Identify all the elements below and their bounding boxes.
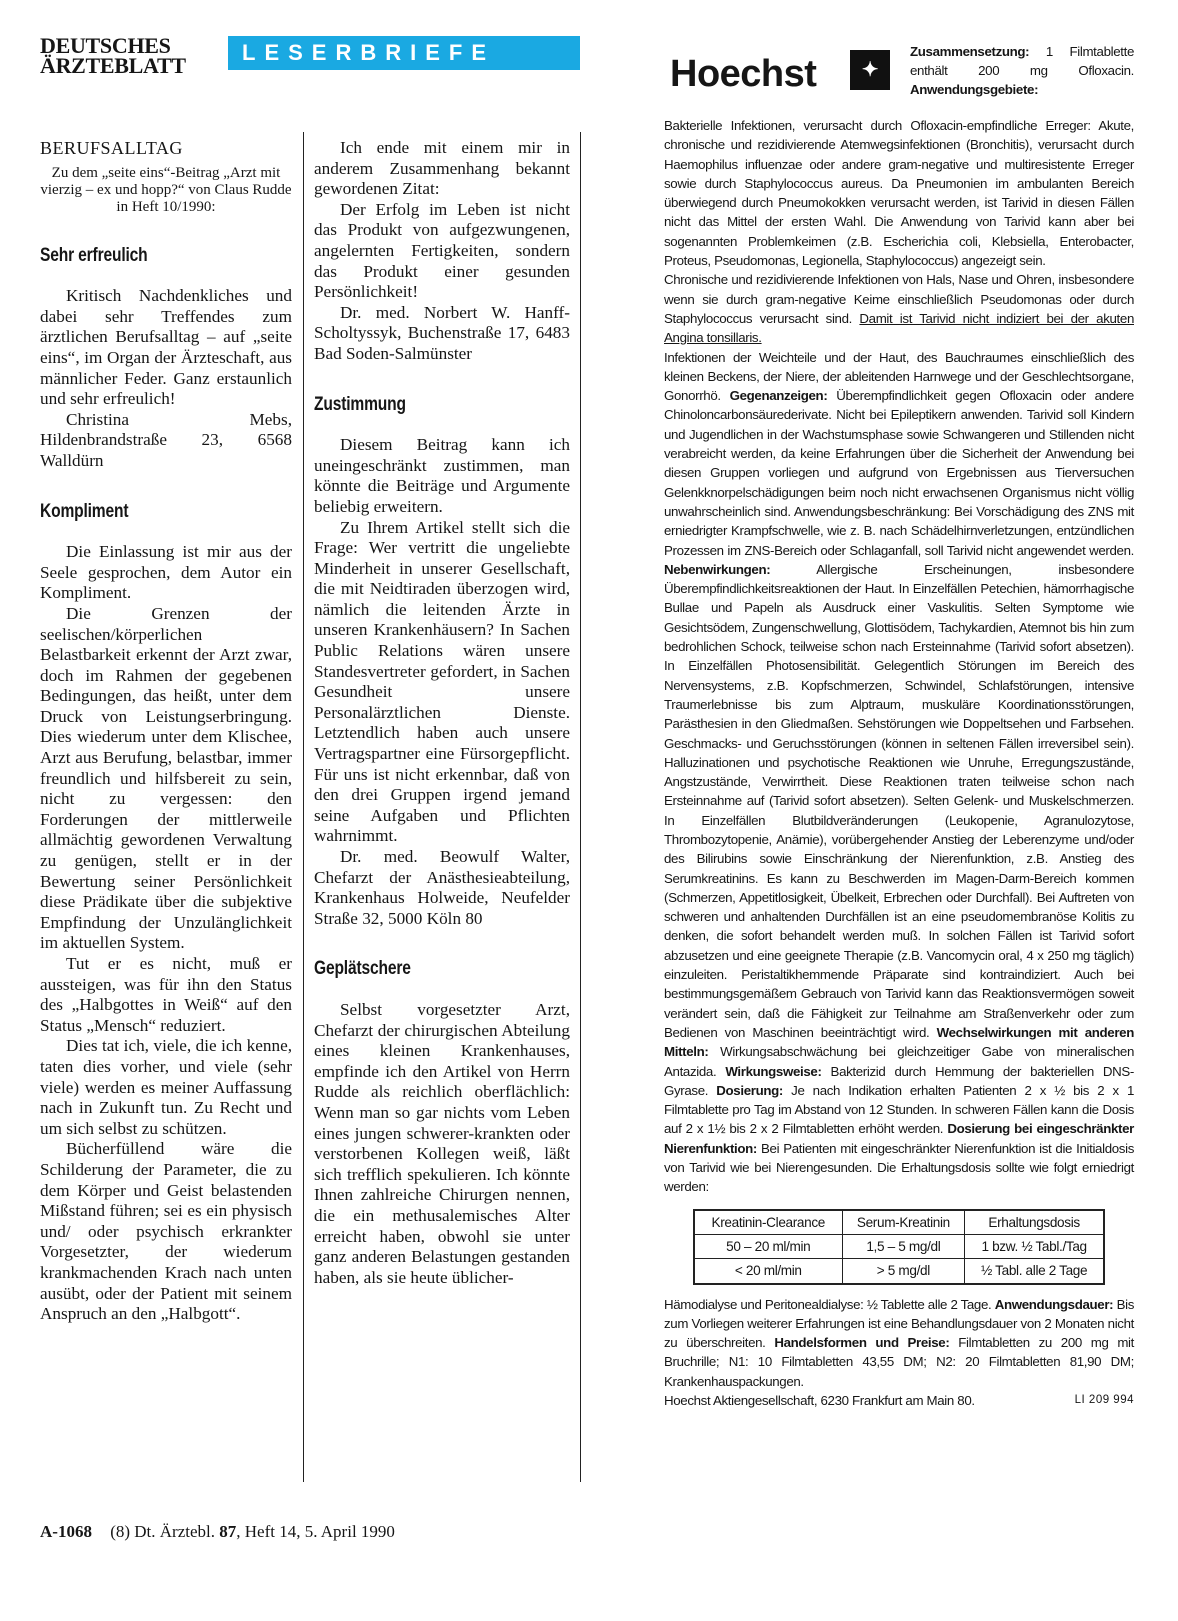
label-dosierung: Dosierung: [716,1082,783,1098]
pharma-advertisement [664,42,1134,1410]
text-dosierung: Je nach Indikation erhalten Patienten 2 x ½ bis 2 x 1 Filmtablette pro Tag im Abstand von 12 Stunden. In schweren Fällen kann die Dosis auf 2 x 1½ bis 2 x 2 Filmtabletten erhöht werden. [664,1082,1134,1137]
table-cell: > 5 mg/dl [842,1259,965,1284]
journal-logo [40,33,210,78]
table-cell: < 20 ml/min [694,1259,842,1284]
table-cell: 1,5 – 5 mg/dl [842,1234,965,1258]
text-handelsformen: Filmtabletten zu 200 mg mit Bruchrille; N1: 10 Filmtabletten 43,55 DM; N2: 20 Filmtabletten 81,90 DM; Krankenhauspackungen. [664,1335,1134,1389]
text-wechselwirkungen: Wirkungsabschwächung bei gleichzeitiger Gabe von mineralischen Antazida. [664,1044,1134,1079]
ad-reference-code: LI 209 994 [1074,1394,1134,1406]
table-header: Serum-Kreatinin [842,1210,965,1235]
letter-heading: Zustimmung [314,393,406,415]
citation-suffix: , Heft 14, 5. April 1990 [236,1522,395,1541]
label-zusammensetzung: Zusammensetzung: [910,44,1030,59]
label-gegenanzeigen: Gegenanzeigen: [729,388,828,404]
text-nebenwirkungen: Allergische Erscheinungen, insbesondere Überempfindlichkeitsreaktionen der Haut. In Einzelfällen Petechien, hämorrhagische Bullae und Papeln als Ausdruck einer Vaskulitis. Selten Symptome wie Gesichtsödem, Zungenschwellung, Glottisödem, Tachykardien, Atemnot bis hin zum bedrohlichen Schock, teilweise schon nach Ersteinnahme (Tarivid sofort absetzen). In Einzelfällen Photosensibilität. Gelegentlich Störungen im Bereich des Nervensystems, z.B. Kopfschmerzen, Schwindel, Schlafstörungen, intensive Traumerlebnisse bis zum Alptraum, muskuläre Koordinationsstörungen, Parästhesien in den Gliedmaßen. Sehstörungen wie Doppeltsehen und Farbsehen. Geschmacks- und Geruchsstörungen (können in seltenen Fällen irreversibel sein). Halluzinationen und psychotische Reaktionen wie Unruhe, Erregungszustände, Angstzustände, Verwirrtheit. Diese Reaktionen traten teilweise schon nach Ersteinnahme auf (Tarivid sofort absetzen). Selten Gelenk- und Muskelschmerzen. In Einzelfällen Blutbildveränderungen (Leukopenie, Agranulozytose, Thrombozytopenie, Anämie), vorübergehender Anstieg der Leberenzyme und/oder des Bilirubins sowie Einschränkung der Nierenfunktion, z.B. Anstieg des Serumkreatinins. Es kann zu Beschwerden im Magen-Darm-Bereich kommen (Schmerzen, Appetitlosigkeit, Übelkeit, Erbrechen oder Durchfall). Bei Auftreten von schweren und anhaltenden Durchfällen ist an eine pseudomembranöse Kolitis zu denken, die sofort behandelt werden muß. In solchen Fällen ist Tarivid sofort abzusetzen und eine geeignete Therapie (z.B. Vancomycin oral, 4 x 250 mg täglich) einzuleiten. Peristaltikhemmende Präparate sind kontraindiziert. Auch bei bestimmungsgemäßem Gebrauch von Tarivid kann das Reaktionsvermögen soweit verändert sein, daß die Fähigkeit zur Teilnahme am Straßenverkehr oder zum Bedienen von Maschinen beeinträchtigt wird. [664,561,1134,1040]
letter-paragraph: Zu Ihrem Artikel stellt sich die Frage: Wer vertritt die ungeliebte Minderheit in unserer Gesellschaft, die mit Neidtiraden überzogen wird, nämlich die leitenden Ärzte in unseren Krankenhäusern? In Sachen Public Relations wären unsere Standesvertreter gefordert, in Sachen Gesundheit unsere Personalärztlichen Dienste. Letztendlich haben auch unsere Vertragspartner eine Fürsorgepflicht. Für uns ist nicht erkennbar, daß von den drei Gruppen irgend jemand seine Aufgaben und Pflichten wahrnimmt. [314,517,570,846]
letter-paragraph: Der Erfolg im Leben ist nicht das Produkt von aufgezwungenen, angelernten Fertigkeiten, sondern das Produkt einer gesunden Persönlichkeit! [314,199,570,302]
letter-signature: Dr. med. Norbert W. Hanff-Scholtyssyk, Buchenstraße 17, 6483 Bad Soden-Salmünster [314,302,570,363]
table-row [694,1259,1104,1284]
letter-paragraph: Die Einlassung ist mir aus der Seele gesprochen, dem Autor ein Kompliment. [40,542,292,603]
ad-paragraph [664,270,1134,347]
column-rule [303,132,304,1482]
text-gegenanzeigen: Überempfindlichkeit gegen Ofloxacin oder andere Chinoloncarbonsäurederivate. Nicht bei Epileptikern anwenden. Tarivid soll Kindern und Jugendlichen in der Wachstumsphase sowie Schwangeren und Stillenden nicht verabreicht werden, da keine Erfahrungen über die Sicherheit der Anwendung bei diesen Gruppen vorliegen und aufgrund von Ergebnissen aus Tierversuchen Gelenkknorpelschädigungen beim noch nicht erwachsenen Organismus nicht völlig unwahrscheinlich sind. Anwendungsbeschränkung: Bei Vorschädigung des ZNS mit erniedrigter Krampfschwelle, wie z. B. nach Schädelhirnverletzungen, entzündlichen Prozessen im ZNS-Bereich oder Schlaganfall, soll Tarivid nicht angewendet werden. [664,388,1134,558]
letter-paragraph: Ich ende mit einem mir in anderem Zusammenhang bekannt gewordenen Zitat: [314,138,570,199]
logo-line-2: ÄRZTEBLATT [40,53,186,78]
letter-paragraph: Tut er es nicht, muß er aussteigen, was für ihn den Status des „Halbgottes in Weiß“ auf den Status „Mensch“ reduziert. [40,954,292,1035]
letter-paragraph: Kritisch Nachdenkliches und dabei sehr Treffendes zum ärztlichen Berufsalltag – auf „seite eins“, im Organ der Ärzteschaft, aus männlicher Feder. Ganz erstaunlich und sehr erfreulich! [40,286,292,409]
hoechst-logo-icon: ✦ [850,50,890,90]
text-dosierung-niere: Bei Patienten mit eingeschränkter Nierenfunktion ist die Initialdosis von Tarivid wie bei Nierengesunden. Die Erhaltungsdosis sollte wie folgt erniedrigt werden: [664,1140,1134,1195]
letters-column-1 [40,138,292,1325]
table-header-row [694,1210,1104,1235]
letter-heading: Kompliment [40,500,129,522]
letters-column-2 [314,138,570,1288]
letter-paragraph: Die Grenzen der seelischen/körperlichen Belastbarkeit erkennt der Arzt zwar, doch im Rahmen der gegebenen Bedingungen, das heißt, unter dem Druck von Leistungserbringung. Dies wiederum unter dem Klischee, Arzt aus Berufung, belastbar, immer freundlich und hilfsbereit zu sein, nicht zu vergessen: den Forderungen der mittlerweile allmächtig gewordenen Verwaltung zu genügen, stellt er in der Bewertung seiner Persönlichkeit diese Prädikate über die subjektive Empfindung der Unzulänglichkeit im aktuellen System. [40,603,292,953]
ad-company-line [664,1391,1134,1410]
letter-heading: Sehr erfreulich [40,244,148,266]
label-handelsformen: Handelsformen und Preise: [774,1335,950,1351]
page-number: A-1068 [40,1522,92,1541]
table-row [694,1234,1104,1258]
text-wirkungsweise: Bakterizid durch Hemmung der bakteriellen DNS-Gyrase. [664,1063,1134,1098]
table-cell: 1 bzw. ½ Tabl./Tag [965,1234,1104,1258]
label-wirkungsweise: Wirkungsweise: [725,1063,822,1079]
ad-header-text [910,42,1134,99]
table-header: Kreatinin-Clearance [694,1210,842,1235]
brand-name: Hoechst [670,53,817,95]
dosage-table [693,1209,1105,1285]
logo-line-1: DEUTSCHES [40,33,171,58]
text-anwendungsgebiete: Bakterielle Infektionen, verursacht durch Ofloxacin-empfindliche Erreger: Akute, chronische und rezidivierende Atemwegsinfektionen (Bronchitis), verursacht durch Haemophilus influenzae oder andere gram-negative und multiresistente Erreger sowie durch Staphylococcus aureus. Da Pneumonien im ambulanten Bereich überwiegend durch Pneumokokken verursacht werden, ist Tarivid in diesen Fällen nicht das Mittel der ersten Wahl. Die Anwendung von Tarivid kann aber bei sogenannten Problemkeimen (z.B. Escherichia coli, Klebsiella, Enterobacter, Proteus, Pseudomonas, Legionella, Staphylococcus) angezeigt sein. [664,118,1134,269]
text-haemodialyse: Hämodialyse und Peritonealdialyse: ½ Tablette alle 2 Tage. [664,1296,995,1312]
ad-paragraph [664,348,1134,1197]
letter-paragraph: Bücherfüllend wäre die Schilderung der Parameter, die zu dem Körper und Geist belastenden Mißstand führen; sei es ein physisch und/ oder psychisch erkrankter Vorgesetzter, der wiederum krankmachenden Krach nach unten ausübt, oder der Patient mit seinem Anspruch an den „Halbgott“. [40,1139,292,1324]
letter-heading: Geplätschere [314,958,411,980]
citation-prefix: (8) Dt. Ärztebl. [110,1522,216,1541]
ad-header [664,42,1134,116]
letter-signature: Christina Mebs, Hildenbrandstraße 23, 6568 Walldürn [40,409,292,470]
letter-paragraph: Selbst vorgesetzter Arzt, Chefarzt der chirurgischen Abteilung eines kleinen Krankenhauses, empfinde ich den Artikel von Herrn Rudde als reichlich oberflächlich: Wenn man so gar nichts vom Leben eines jungen schwerer-krankten oder verstorbenen Kollegen weiß, läßt sich trefflich spekulieren. Ich könnte Ihnen zahlreiche Chirurgen nennen, die ein methusalemisches Alter erreicht haben, obwohl sie unter ganz anderen Belastungen gestanden haben, als sie heute üblicher- [314,999,570,1287]
letter-paragraph: Dies tat ich, viele, die ich kenne, taten dies vorher, und viele (sehr viele) werden es meiner Auffassung nach in Zukunft tun. Zu Recht und um sich selbst zu schützen. [40,1036,292,1138]
page-footer [40,1522,600,1542]
label-anwendungsdauer: Anwendungsdauer: [994,1296,1114,1312]
section-banner: LESERBRIEFE [228,36,580,70]
text-hno: Chronische und rezidivierende Infektionen von Hals, Nase und Ohren, insbesondere wenn sie durch gram-negative Keime einschließlich Pseudomonas oder durch Staphylococcus verursacht sind. [664,272,1134,326]
text-infektionen: Infektionen der Weichteile und der Haut, des Bauchraumes einschließlich des kleinen Beckens, der Niere, der ableitenden Harnwege und der Geschlechtsorgane, Gonorrhö. [664,349,1134,404]
section-title: BERUFSALLTAG [40,138,183,158]
ad-paragraph [664,116,1134,270]
underlined-note: Damit ist Tarivid nicht indiziert bei der akuten Angina tonsillaris. [664,310,1134,346]
text-anwendungsdauer: Bis zum Vorliegen weiterer Erfahrungen ist eine Behandlungsdauer von 2 Monaten nicht zu überschreiten. [664,1296,1135,1351]
column-rule [580,132,581,1482]
letter-paragraph: Diesem Beitrag kann ich uneingeschränkt zustimmen, man könnte die Beiträge und Argumente beliebig erweitern. [314,435,570,516]
label-dosierung-niere: Dosierung bei eingeschränkter Nierenfunktion: [664,1121,1134,1156]
intro-text: Zu dem „seite eins“-Beitrag „Arzt mit vierzig – ex und hopp?“ von Claus Rudde in Heft 10/1990: [40,164,292,215]
ad-paragraph [664,1295,1134,1391]
company-address: Hoechst Aktiengesellschaft, 6230 Frankfurt am Main 80. [664,1393,975,1408]
text-zusammensetzung: 1 Filmtablette enthält 200 mg Ofloxacin. [910,44,1134,78]
table-header: Erhaltungsdosis [965,1210,1104,1235]
label-wechselwirkungen: Wechselwirkungen mit anderen Mitteln: [664,1024,1134,1060]
masthead [40,33,580,80]
table-cell: 50 – 20 ml/min [694,1234,842,1258]
citation-volume: 87 [219,1522,237,1541]
letter-signature: Dr. med. Beowulf Walter, Chefarzt der Anästhesieabteilung, Krankenhaus Holweide, Neufelder Straße 32, 5000 Köln 80 [314,847,570,928]
label-nebenwirkungen: Nebenwirkungen: [664,561,771,577]
table-cell: ½ Tabl. alle 2 Tage [965,1259,1104,1284]
label-anwendungsgebiete: Anwendungsgebiete: [910,82,1039,97]
